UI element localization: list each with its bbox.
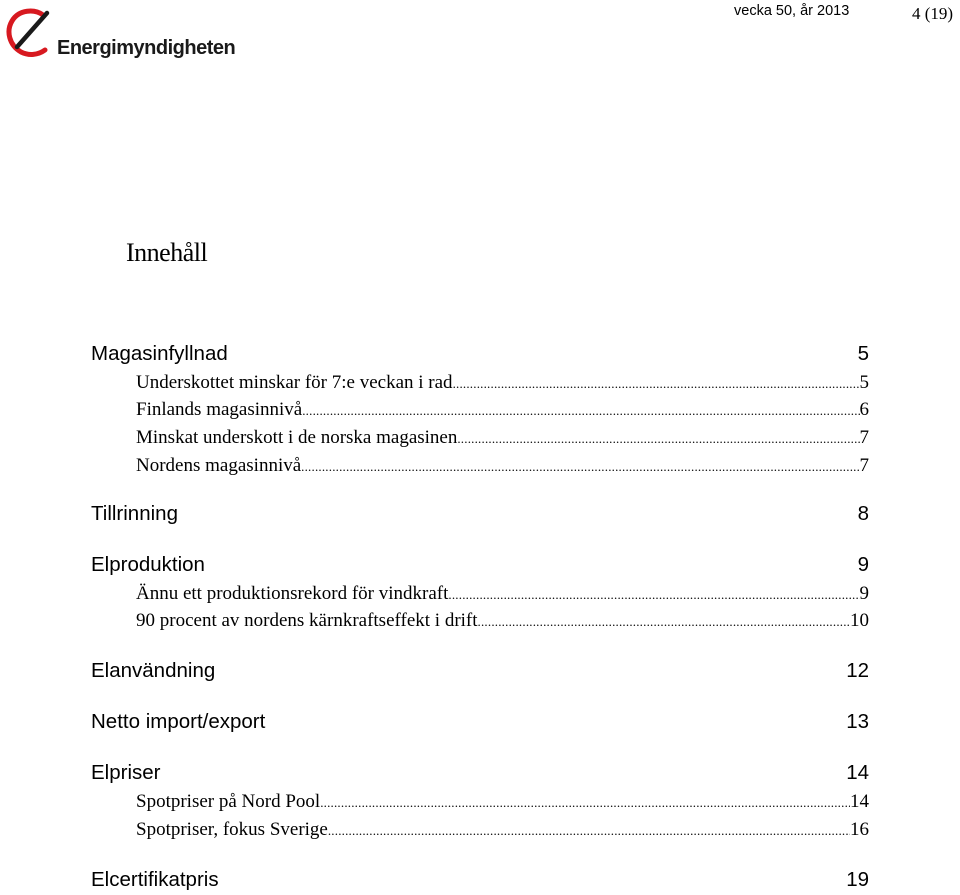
page-number: 4 (19) — [912, 4, 954, 23]
toc-section-label: Netto import/export — [91, 710, 266, 733]
dot-leader — [457, 431, 859, 447]
dot-leader — [320, 795, 850, 811]
toc-entry[interactable] — [136, 819, 869, 843]
dot-leader — [453, 376, 860, 392]
toc-entry-page: 5 — [859, 372, 869, 393]
toc-entry-label: 90 procent av nordens kärnkraftseffekt i drift — [136, 610, 478, 631]
toc-section-label: Elcertifikatpris — [91, 868, 219, 891]
toc-entry[interactable] — [136, 372, 869, 396]
toc-section[interactable] — [91, 868, 869, 894]
toc-entry-page: 10 — [850, 610, 869, 631]
logo-swoosh-icon — [5, 7, 55, 62]
toc-entry-page: 14 — [850, 791, 869, 812]
toc-section-label: Tillrinning — [91, 502, 178, 525]
toc-entry[interactable] — [136, 583, 869, 607]
toc-section-page: 5 — [857, 342, 869, 365]
toc-section-label: Elpriser — [91, 761, 161, 784]
logo-wordmark: Energimyndigheten — [57, 37, 236, 59]
toc-section-label: Elanvändning — [91, 659, 216, 682]
toc-entry-label: Spotpriser på Nord Pool — [136, 791, 321, 812]
toc-section[interactable] — [91, 761, 869, 787]
toc-section-label: Magasinfyllnad — [91, 342, 228, 365]
toc-entry-page: 16 — [850, 819, 869, 840]
page-header — [0, 0, 960, 70]
toc-section[interactable] — [91, 710, 869, 736]
toc-entry-page: 9 — [859, 583, 869, 604]
toc-entry-label: Finlands magasinnivå — [136, 399, 303, 420]
toc-entry[interactable] — [136, 399, 869, 423]
toc-entry-label: Ännu ett produktionsrekord för vindkraft — [136, 583, 449, 604]
toc-entry[interactable] — [136, 427, 869, 451]
toc-entry-label: Spotpriser, fokus Sverige — [136, 819, 328, 840]
toc-entry-label: Underskottet minskar för 7:e veckan i rad — [136, 372, 453, 393]
toc-section-page: 9 — [857, 553, 869, 576]
toc-section-page: 13 — [846, 710, 869, 733]
dot-leader — [302, 403, 859, 419]
toc-section-page: 8 — [857, 502, 869, 525]
dot-leader — [301, 459, 859, 475]
page-title: Innehåll — [126, 238, 208, 267]
toc-section-label: Elproduktion — [91, 553, 205, 576]
toc-entry-page: 7 — [859, 427, 869, 448]
toc-section-page: 12 — [846, 659, 869, 682]
toc-entry[interactable] — [136, 610, 869, 634]
report-date: vecka 50, år 2013 — [734, 3, 850, 19]
energimyndigheten-logo — [5, 7, 250, 62]
toc-section-page: 19 — [846, 868, 869, 891]
toc-entry-page: 6 — [859, 399, 869, 420]
toc-section[interactable] — [91, 659, 869, 685]
toc-entry-label: Nordens magasinnivå — [136, 455, 302, 476]
dot-leader — [448, 587, 859, 603]
toc-section[interactable] — [91, 502, 869, 528]
toc-entry[interactable] — [136, 791, 869, 815]
toc-section[interactable] — [91, 553, 869, 579]
dot-leader — [328, 823, 850, 839]
toc-entry[interactable] — [136, 455, 869, 479]
dot-leader — [478, 614, 850, 630]
toc-section-page: 14 — [846, 761, 869, 784]
toc-entry-page: 7 — [859, 455, 869, 476]
toc-entry-label: Minskat underskott i de norska magasinen — [136, 427, 458, 448]
toc-section[interactable] — [91, 342, 869, 368]
